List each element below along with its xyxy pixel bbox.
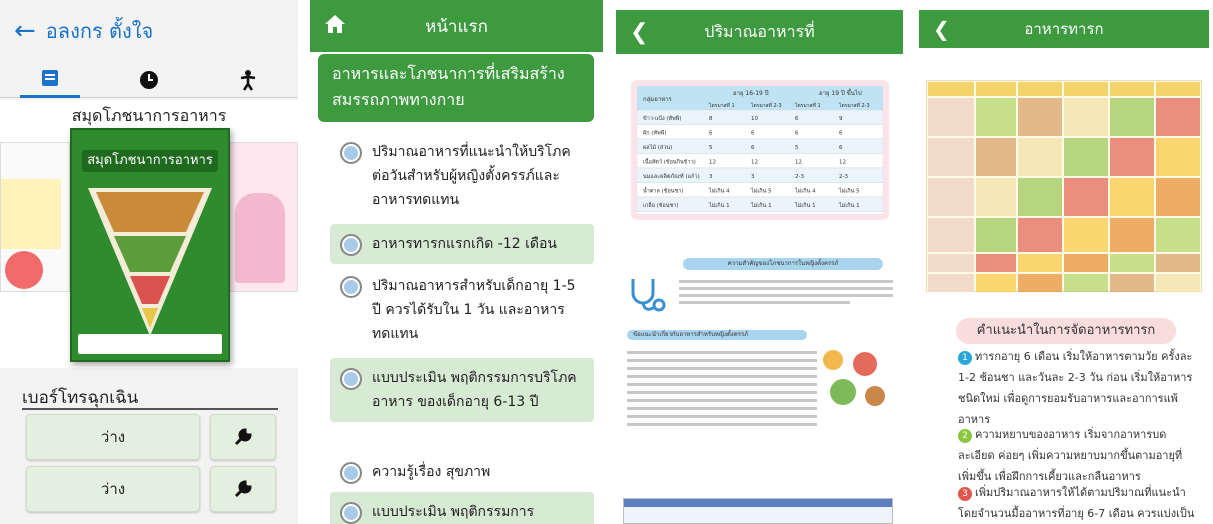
grid-cell — [1156, 138, 1200, 176]
menu-item-health-knowledge[interactable] — [330, 452, 594, 492]
grid-cell — [1064, 178, 1108, 216]
radio-circle-icon — [340, 368, 362, 390]
table-cell: 8 — [709, 116, 713, 122]
page-title: อาหารทารก — [1024, 20, 1104, 38]
book-cover-footer — [78, 334, 222, 354]
grid-cell — [1110, 82, 1154, 96]
table-cell: 6 — [839, 145, 843, 151]
grid-cell — [1018, 82, 1062, 96]
table-cell: 6 — [709, 130, 713, 137]
grid-cell — [1064, 218, 1108, 252]
number-badge: 2 — [958, 429, 972, 443]
grid-cell — [1064, 138, 1108, 176]
grid-cell — [1110, 178, 1154, 216]
emergency-number-button-2[interactable] — [26, 466, 200, 512]
book-cover-left[interactable] — [0, 142, 70, 292]
grid-cell — [976, 274, 1016, 292]
grid-cell — [1156, 178, 1200, 216]
grid-cell — [1018, 178, 1062, 216]
book-section-title: สมุดโภชนาการอาหาร — [71, 106, 227, 125]
wrench-icon — [233, 427, 253, 447]
menu-item-label: ปริมาณอาหารที่แนะนำให้บริโภคต่อวันสำหรับผู้หญิงตั้งครรภ์และอาหารทดแทน — [372, 144, 571, 208]
table-cell: 6 — [795, 130, 799, 137]
table-cell: 3 — [709, 174, 713, 180]
grid-cell — [928, 254, 974, 272]
section-heading-2: ข้อแนะนำเกี่ยวกับอาหารสำหรับหญิงตั้งครรภ์ — [627, 330, 807, 340]
grid-cell — [1110, 98, 1154, 136]
baby-icon — [238, 69, 258, 91]
emergency-number-label: ว่าง — [100, 428, 126, 446]
tab-bar — [0, 62, 298, 98]
table-cell: ไม่เกิน 5 — [839, 188, 860, 195]
cover-decoration — [1, 179, 61, 249]
page-title: อลงกร ตั้งใจ — [45, 19, 154, 43]
edit-number-button-1[interactable] — [210, 414, 276, 460]
grid-cell — [1018, 254, 1062, 272]
table-cell: 12 — [751, 159, 758, 166]
menu-item-label: แบบประเมิน พฤติกรรมการบริโภคอาหาร ของเด็กอายุ 6-13 ปี — [372, 370, 577, 410]
table-cell: 12 — [839, 159, 846, 166]
menu-item-child-food[interactable] — [330, 266, 594, 354]
book-cover-main[interactable] — [70, 128, 230, 362]
grid-cell — [1156, 274, 1200, 292]
grid-cell — [1064, 82, 1108, 96]
grid-cell — [1018, 138, 1062, 176]
grid-cell — [976, 178, 1016, 216]
table-cell: ไม่เกิน 1 — [709, 203, 730, 209]
emergency-label: เบอร์โทรฉุกเฉิน — [22, 388, 139, 408]
grid-cell — [976, 82, 1016, 96]
table-subheader: ไตรมาสที่ 1 — [709, 103, 735, 109]
profile-screen — [0, 0, 298, 524]
table-subheader: ไตรมาสที่ 2-3 — [751, 103, 782, 109]
table-cell: ไม่เกิน 4 — [795, 188, 816, 195]
grid-cell — [1064, 98, 1108, 136]
table-cell: ข้าว-แป้ง (ทัพพี) — [643, 116, 682, 122]
advice-item-1 — [958, 346, 1198, 430]
grid-cell — [928, 274, 974, 292]
table-row — [637, 139, 883, 154]
advice-item-2 — [958, 424, 1198, 487]
edit-number-button-2[interactable] — [210, 466, 276, 512]
grid-cell — [1156, 98, 1200, 136]
tab-history[interactable] — [119, 62, 179, 98]
grid-cell — [1156, 82, 1200, 96]
table-header: อายุ 16-19 ปี — [733, 90, 769, 97]
grid-cell — [1110, 138, 1154, 176]
grid-cell — [928, 98, 974, 136]
number-badge: 3 — [958, 487, 972, 501]
grid-cell — [928, 138, 974, 176]
table-cell: นมและผลิตภัณฑ์ (แก้ว) — [643, 174, 700, 180]
advice-text: เพิ่มปริมาณอาหารให้ได้ตามปริมาณที่แนะนำ โดยจำนวนมื้ออาหารที่อายุ 6-7 เดือน ควรแบ่งเป็น — [958, 486, 1195, 520]
back-chevron-icon[interactable]: ❮ — [933, 17, 950, 41]
infant-food-screen — [916, 0, 1213, 524]
grid-cell — [1110, 274, 1154, 292]
table-cell: ผลไม้ (ส่วน) — [643, 145, 673, 151]
table-row — [637, 125, 883, 140]
tab-book[interactable] — [20, 62, 80, 98]
emergency-number-button-1[interactable] — [26, 414, 200, 460]
page-title: หน้าแรก — [425, 16, 488, 37]
table-cell: 6 — [795, 116, 799, 122]
book-icon — [40, 69, 60, 87]
table-header: อายุ 19 ปี ขึ้นไป — [819, 90, 862, 97]
table-cell: เกลือ (ช้อนชา) — [643, 203, 679, 209]
food-illustration — [813, 344, 893, 416]
grid-cell — [976, 218, 1016, 252]
table-cell: 12 — [709, 159, 716, 166]
advice-heading: คำแนะนำในการจัดอาหารทารก — [956, 318, 1176, 344]
grid-cell — [1156, 254, 1200, 272]
grid-cell — [1018, 218, 1062, 252]
table-cell: เนื้อสัตว์ (ช้อนกินข้าว) — [643, 159, 696, 166]
grid-cell — [976, 138, 1016, 176]
table-cell: ไม่เกิน 1 — [795, 203, 816, 209]
table-cell: 10 — [751, 116, 758, 122]
grid-cell — [1018, 98, 1062, 136]
table-cell: 12 — [795, 159, 802, 166]
grid-cell — [928, 178, 974, 216]
menu-item-label: แบบประเมิน พฤติกรรมการ — [372, 504, 535, 520]
divider — [22, 408, 278, 410]
emergency-number-label: ว่าง — [100, 480, 126, 498]
food-quantity-table — [637, 86, 883, 214]
cover-illustration — [235, 193, 285, 283]
app-bar — [310, 0, 603, 52]
wrench-icon — [233, 479, 253, 499]
table-subheader: ไตรมาสที่ 1 — [795, 103, 821, 109]
menu-item-assessment-2[interactable] — [330, 492, 594, 524]
menu-item-label: อาหารทารกแรกเกิด -12 เดือน — [372, 236, 557, 252]
table-cell: ผัก (ทัพพี) — [643, 130, 667, 137]
paragraph-placeholder — [679, 276, 893, 320]
back-chevron-icon[interactable]: ❮ — [630, 19, 649, 45]
table-cell: 3 — [751, 174, 755, 180]
table-header: กลุ่มอาหาร — [643, 96, 672, 103]
grid-cell — [1110, 218, 1154, 252]
book-cover-right[interactable] — [228, 142, 298, 292]
radio-circle-icon — [340, 462, 362, 484]
section-banner: อาหารและโภชนาการที่เสริมสร้างสมรรถภาพทางกาย — [318, 54, 594, 122]
grid-cell — [976, 98, 1016, 136]
radio-circle-icon — [340, 142, 362, 164]
advice-text: ทารกอายุ 6 เดือน เริ่มให้อาหารตามวัย ครั้งละ 1-2 ช้อนชา และวันละ 2-3 วัน ก่อน เริ่มให้อาหารชนิดใหม่ เพื่อดูการยอมรับอาหารและอาการแพ้อาหาร — [958, 350, 1193, 426]
section-heading-1: ความสำคัญของโภชนาการในหญิงตั้งครรภ์ — [683, 258, 883, 270]
radio-circle-icon — [340, 502, 362, 524]
app-bar — [616, 10, 903, 54]
table-cell: ไม่เกิน 1 — [839, 203, 860, 209]
pregnancy-food-screen — [613, 0, 906, 524]
book-cover-label: สมุดโภชนาการอาหาร — [82, 150, 218, 172]
table-cell: 5 — [795, 145, 799, 151]
app-bar — [0, 0, 298, 62]
menu-item-infant-food[interactable] — [330, 224, 594, 264]
menu-item-label: ปริมาณอาหารสำหรับเด็กอายุ 1-5 ปี ควรได้รับใน 1 วัน และอาหารทดแทน — [372, 278, 576, 342]
clock-icon — [139, 70, 159, 90]
heart-image — [5, 251, 43, 289]
table-cell: 6 — [751, 145, 755, 151]
radio-circle-icon — [340, 276, 362, 298]
advice-list-placeholder — [627, 346, 817, 456]
advice-text: ความหยาบของอาหาร เริ่มจากอาหารบดละเอียด ค่อยๆ เพิ่มความหยาบมากขึ้นตามอายุที่เพิ่มขึ้น เพื่อฝึกการเคี้ยวและกลืนอาหาร — [958, 428, 1183, 483]
infant-food-chart-image — [926, 80, 1202, 292]
advice-item-3 — [958, 482, 1198, 524]
table-cell: 9 — [839, 116, 843, 122]
infant-food-grid — [927, 81, 1203, 293]
grid-cell — [1064, 254, 1108, 272]
table-subheader: ไตรมาสที่ 2-3 — [839, 103, 870, 109]
table-cell: ไม่เกิน 5 — [751, 188, 772, 195]
table-body — [637, 110, 883, 212]
number-badge: 1 — [958, 351, 972, 365]
back-arrow-icon[interactable]: ← — [14, 16, 36, 46]
menu-item-pregnancy[interactable] — [330, 132, 594, 220]
tab-child[interactable] — [218, 62, 278, 98]
food-pyramid-image — [88, 188, 212, 338]
app-bar — [919, 10, 1209, 48]
table-cell: ไม่เกิน 4 — [709, 188, 730, 195]
grid-cell — [1156, 218, 1200, 252]
grid-cell — [1064, 274, 1108, 292]
menu-item-label: ความรู้เรื่อง สุขภาพ — [372, 464, 491, 480]
next-table-card — [623, 498, 893, 524]
page-title: ปริมาณอาหารที่ — [704, 21, 815, 41]
radio-circle-icon — [340, 234, 362, 256]
stethoscope-icon — [625, 275, 667, 317]
table-cell: 5 — [709, 145, 713, 151]
table-cell: 2-3 — [839, 174, 848, 180]
grid-cell — [976, 254, 1016, 272]
home-icon[interactable] — [324, 14, 346, 34]
grid-cell — [928, 82, 974, 96]
menu-item-assessment[interactable] — [330, 358, 594, 422]
table-cell: ไม่เกิน 1 — [751, 203, 772, 209]
table-cell: น้ำตาล (ช้อนชา) — [643, 188, 684, 195]
grid-cell — [1018, 274, 1062, 292]
table-cell: 6 — [751, 130, 755, 137]
table-cell: 2-3 — [795, 174, 804, 180]
grid-cell — [1110, 254, 1154, 272]
grid-cell — [928, 218, 974, 252]
food-quantity-table-card — [631, 80, 889, 220]
home-screen — [310, 0, 603, 524]
table-cell: 6 — [839, 130, 843, 137]
